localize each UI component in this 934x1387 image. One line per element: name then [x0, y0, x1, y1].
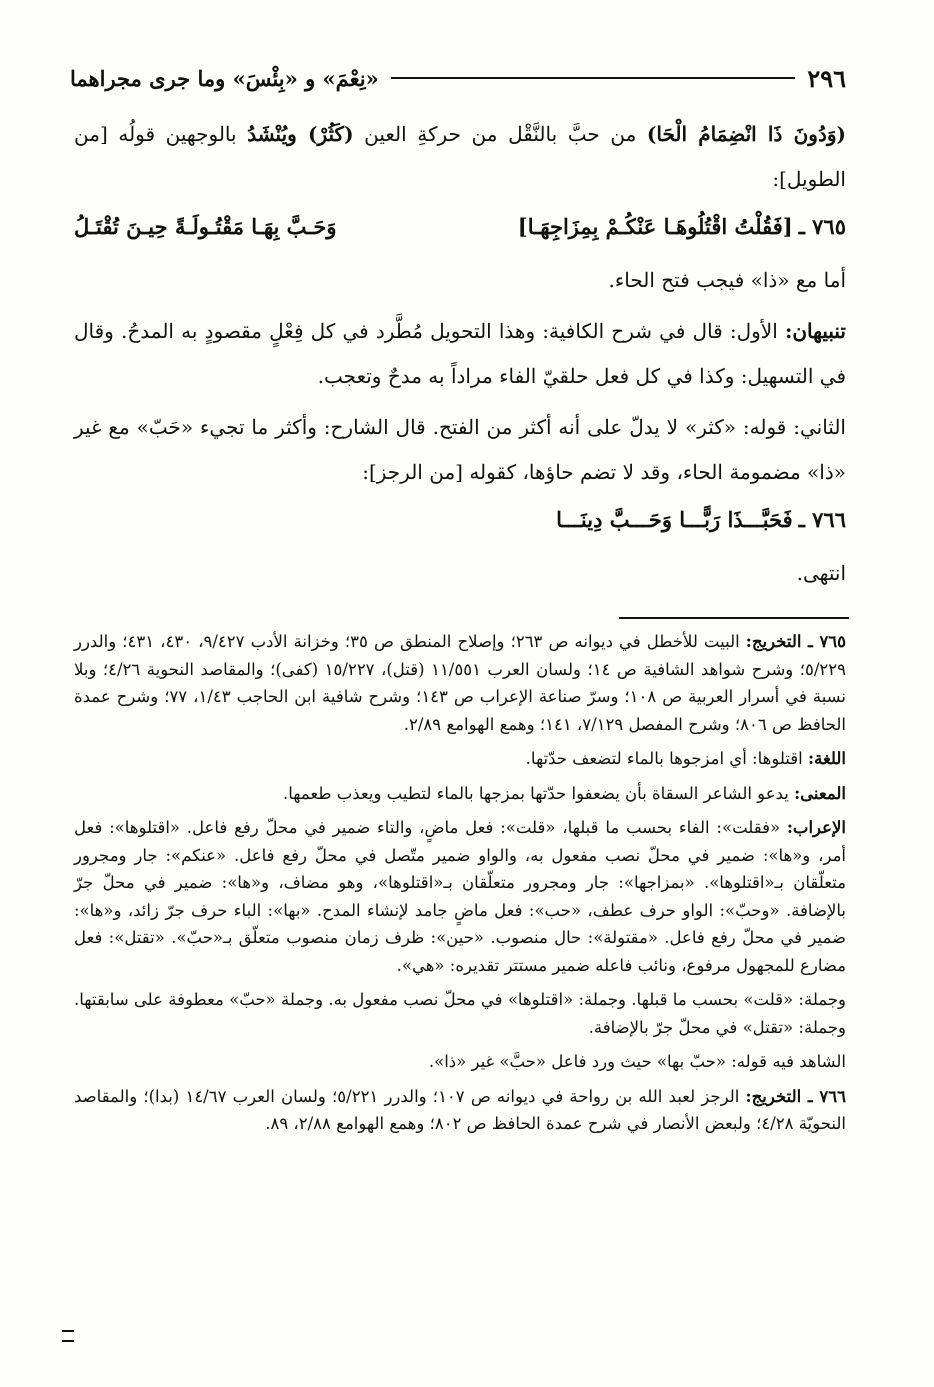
footnote-label: المعنى: [794, 783, 846, 803]
main-text [74, 112, 846, 596]
footnote-label: الإعراب: [786, 818, 846, 837]
footnote-label: اللغة: [808, 749, 846, 768]
section-label: تنبيهان: [784, 319, 846, 343]
footnote-mana [74, 780, 846, 808]
verse-hemistich-second: وَحَـبَّ بِهَـا مَقْتُـولَـةً حِيـنَ تُقْتَـلُ [74, 214, 337, 239]
footnote-text: البيت للأخطل في ديوانه ص ٢٦٣؛ وإصلاح المنطق ص ٣٥؛ وخزانة الأدب ٩/٤٢٧، ٤٣٠، ٤٣١؛ والدرر ٥/٢٢٩؛ وشرح شواهد الشافية ص ١٤؛ ولسان العرب ١١/٥٥١ (قتل)، ١٥/٢٢٧ (كفى)؛ والمقاصد النحوية ٤/٢٦؛ وبلا نسبة في أسرار العربية ص ١٠٨؛ وسرّ صناعة الإعراب ص ١٤٣؛ وشرح شافية ابن الحاجب ١/٤٣، ٧٧؛ وشرح عمدة الحافظ ص ٨٠٦؛ وشرح المفصل ٧/١٢٩، ١٤١؛ وهمع الهوامع ٢/٨٩. [74, 632, 846, 734]
paragraph-tanbihan [74, 309, 846, 399]
quoted-verse-text: (وَدُونَ ذَا انْضِمَامُ الْحَا) [646, 122, 846, 146]
verse-766 [74, 495, 846, 545]
footnotes [74, 628, 846, 1138]
paragraph-intro [74, 112, 846, 202]
footnote-text: «فقلت»: الفاء بحسب ما قبلها، «قلت»: فعل ماضٍ، والتاء ضمير في محلّ رفع فاعل. «اقتلوها»: فعل أمر، و«ها»: ضمير في محلّ نصب مفعول به، والواو ضمير متّصل في محلّ رفع فاعل. «عنكم»: جار ومجرور متعلّقان بـ«اقتلوها». «بمزاجها»: جار ومجرور متعلّقان بـ«اقتلوها»، وهو مضاف، و«ها»: ضمير في محلّ جرّ بالإضافة. «وحبّ»: الواو حرف عطف، «حب»: فعل ماضٍ جامد لإنشاء المدح. «بها»: الباء حرف جرّ زائد، و«ها»: ضمير في محلّ رفع فاعل. «مقتولة»: حال منصوب. «حين»: ظرف زمان منصوب متعلّق بـ«حبّ». «تقتل»: فعل مضارع للمجهول مرفوع، ونائب فاعله ضمير مستتر تقديره: «هي». [74, 818, 846, 975]
paragraph-text: الأول: قال في شرح الكافية: وهذا التحويل مُطَّرد في كل فِعْلٍ مقصودٍ به المدحُ. وقال في التسهيل: وكذا في كل فعل حلقيّ الفاء مراداً به مدحٌ وتعجب. [74, 319, 846, 388]
paragraph-second: الثاني: قوله: «كثر» لا يدلّ على أنه أكثر من الفتح. قال الشارح: وأكثر ما تجيء «حَبّ» مع غير «ذا» مضمومة الحاء، وقد لا تضم حاؤها، كقوله [من الرجز]: [74, 415, 846, 484]
footnote-shahid: الشاهد فيه قوله: «حبّ بها» حيث ورد فاعل «حبَّ» غير «ذا». [428, 1052, 846, 1071]
running-title: «نِعْمَ» و «بِئْسَ» وما جرى مجراهما [70, 65, 379, 91]
footnote-irab [74, 814, 846, 979]
page-number: ٢٩٦ [807, 63, 846, 93]
footnote-label: ٧٦٥ ـ التخريج: [745, 632, 847, 651]
verse-number: ٧٦٦ ـ [798, 507, 846, 532]
footnote-text: يدعو الشاعر السقاة بأن يضعفوا حدّتها بمزجها بالماء لتطيب ويعذب طعمها. [282, 783, 795, 803]
verse-hemistich-first: فَحَبَّـــذَا رَبًّـــا وَحَـــبَّ دِينَـــا [556, 507, 793, 532]
footnote-jumla: وجملة: «قلت» بحسب ما قبلها. وجملة: «اقتلوها» في محلّ نصب مفعول به. وجملة «حبّ» معطوفة على سابقتها. وجملة: «تقتل» في محلّ جرّ بالإضافة. [74, 990, 846, 1037]
footnote-text: الرجز لعبد الله بن رواحة في ديوانه ص ١٠٧؛ والدرر ٥/٢٢١؛ ولسان العرب ١٤/٦٧ (بدا)؛ والمقاصد النحويّة ٤/٢٨؛ ولبعض الأنصار في شرح عمدة الحافظ ص ٨٠٢؛ وهمع الهوامع ٢/٨٨، ٨٩. [74, 1086, 846, 1133]
verse-number: ٧٦٥ ـ [798, 214, 846, 239]
verse-hemistich-first: [فَقُلْتُ اقْتُلُوهَـا عَنْكُـمْ بِمِزَاجِهَـا] [517, 214, 793, 239]
paragraph-text: من حبَّ بالنَّقْل من حركةِ العين [353, 122, 647, 146]
footnote-lugha [74, 745, 846, 773]
paragraph-end: انتهى. [796, 561, 846, 585]
paragraph-note: أما مع «ذا» فيجب فتح الحاء. [608, 268, 846, 292]
page-corner-mark [62, 1330, 74, 1342]
footnote-label: ٧٦٦ ـ التخريج: [745, 1086, 846, 1106]
quoted-verse-text: (كَثُرْ) ويُنْشَدُ [247, 122, 354, 146]
page-header [70, 58, 846, 98]
paragraph-text: بالوجهين قولُه [من الطويل]: [74, 122, 846, 191]
verse-765 [74, 202, 846, 252]
footnote-text: اقتلوها: أي امزجوها بالماء لتضعف حدّتها. [525, 749, 809, 768]
footnote-765-takhrij [74, 628, 846, 738]
footnote-766-takhrij [74, 1083, 846, 1138]
header-rule [391, 77, 796, 79]
